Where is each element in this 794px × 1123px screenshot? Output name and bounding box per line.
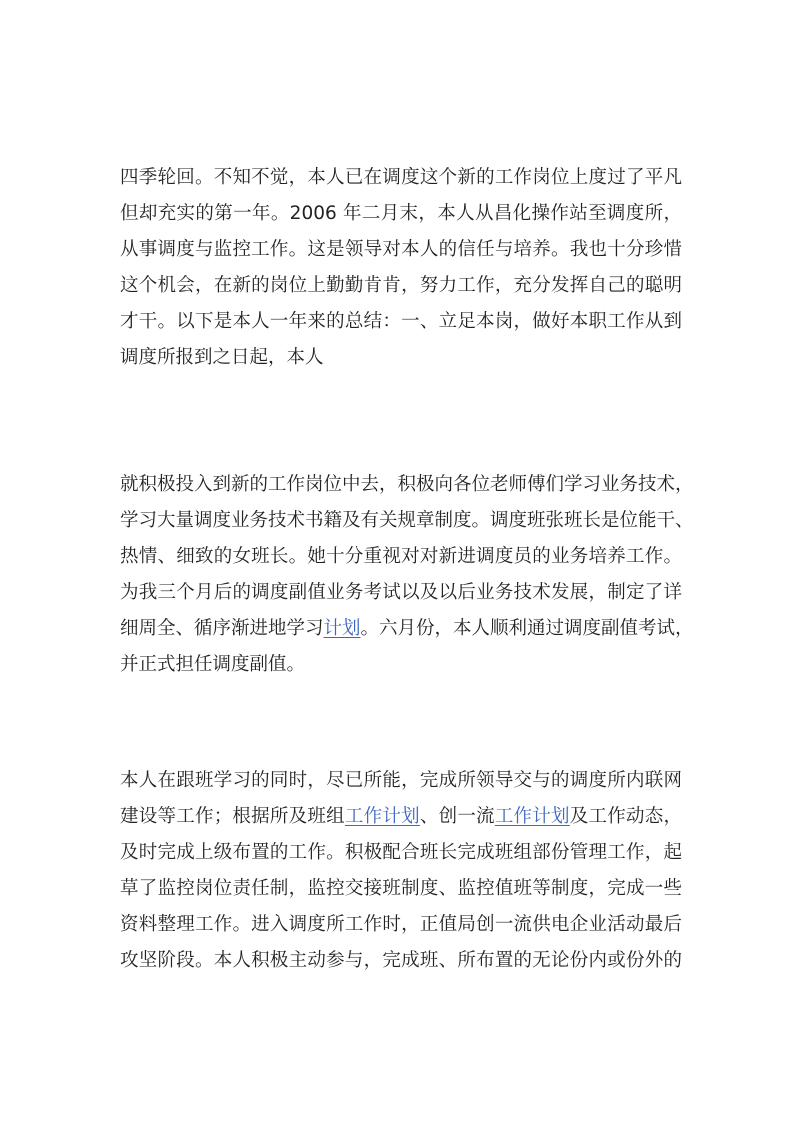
text-line [120, 763, 682, 799]
paragraph-2 [120, 467, 694, 683]
plan-link[interactable]: 工作计划 [344, 806, 420, 827]
text-segment: 资料整理工作。进入调度所工作时，正值局创一流供电企业活动最后 [120, 914, 682, 935]
text-segment: 及时完成上级布置的工作。积极配合班长完成班组部份管理工作，起 [120, 842, 682, 863]
text-segment: 草了监控岗位责任制，监控交接班制度、监控值班等制度，完成一些 [120, 878, 682, 899]
text-segment: 从事调度与监控工作。这是领导对本人的信任与培养。我也十分珍惜 [120, 239, 682, 260]
text-line [120, 575, 682, 611]
text-line [120, 539, 682, 575]
text-line [120, 611, 694, 647]
text-line [120, 943, 682, 979]
text-segment: 学习大量调度业务技术书籍及有关规章制度。调度班张班长是位能干、 [120, 510, 694, 531]
text-segment: 攻坚阶段。本人积极主动参与，完成班、所布置的无论份内或份外的 [120, 950, 682, 971]
text-segment: 热情、细致的女班长。她十分重视对对新进调度员的业务培养工作。 [120, 546, 682, 567]
text-line [120, 340, 682, 376]
text-line [120, 799, 682, 835]
text-line [120, 871, 682, 907]
plan-link[interactable]: 计划 [323, 618, 361, 639]
text-segment: 建设等工作；根据所及班组 [120, 806, 345, 827]
text-segment: 及工作动态， [569, 806, 682, 827]
text-line [120, 503, 694, 539]
text-segment: 为我三个月后的调度副值业务考试以及以后业务技术发展，制定了详 [120, 582, 682, 603]
text-segment: 就积极投入到新的工作岗位中去，积极向各位老师傅们学习业务技术， [120, 474, 694, 495]
text-line [120, 304, 682, 340]
paragraph-3 [120, 763, 682, 979]
text-line [120, 907, 682, 943]
text-line [120, 647, 682, 683]
text-segment: 四季轮回。不知不觉，本人已在调度这个新的工作岗位上度过了平凡 [120, 167, 682, 188]
text-line [120, 835, 682, 871]
text-line [120, 160, 682, 196]
text-segment: 并正式担任调度副值。 [120, 654, 306, 675]
paragraph-1 [120, 160, 682, 376]
text-segment: 细周全、循序渐进地学习 [120, 618, 324, 639]
text-segment: 这个机会，在新的岗位上勤勤肯肯，努力工作，充分发挥自己的聪明 [120, 275, 682, 296]
text-segment: 但却充实的第一年。2006 年二月末，本人从昌化操作站至调度所， [120, 203, 682, 224]
text-line [120, 268, 682, 304]
text-segment: 。六月份，本人顺利通过调度副值考试， [360, 618, 694, 639]
text-segment: 、创一流 [419, 806, 495, 827]
text-segment: 调度所报到之日起，本人 [120, 347, 324, 368]
text-segment: 本人在跟班学习的同时，尽已所能，完成所领导交与的调度所内联网 [120, 770, 682, 791]
text-line [120, 196, 682, 232]
text-segment: 才干。以下是本人一年来的总结：一、立足本岗，做好本职工作从到 [120, 311, 682, 332]
plan-link[interactable]: 工作计划 [494, 806, 570, 827]
text-line [120, 467, 694, 503]
text-line [120, 232, 682, 268]
